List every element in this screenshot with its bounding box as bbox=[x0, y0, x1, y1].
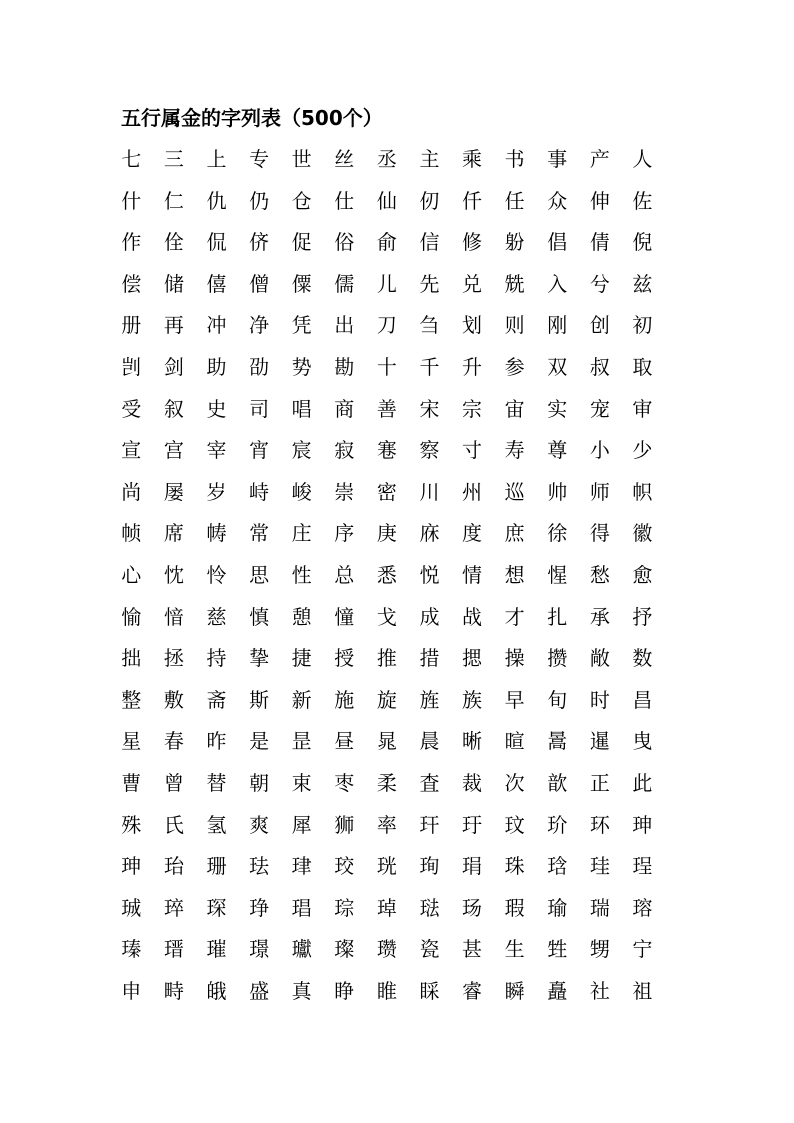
character-cell: 犀 bbox=[291, 812, 312, 837]
character-cell: 寿 bbox=[504, 438, 525, 463]
character-cell: 珪 bbox=[589, 854, 610, 879]
character-cell: 柔 bbox=[376, 770, 397, 795]
character-cell: 承 bbox=[589, 604, 610, 629]
character-cell: 瑧 bbox=[121, 937, 142, 962]
character-cell: 曾 bbox=[163, 770, 184, 795]
character-cell: 三 bbox=[163, 147, 184, 171]
character-cell: 倡 bbox=[547, 230, 568, 255]
character-row bbox=[110, 181, 670, 223]
character-cell: 宫 bbox=[163, 438, 184, 463]
character-cell: 得 bbox=[589, 521, 610, 546]
character-cell: 任 bbox=[504, 188, 525, 213]
character-cell: 初 bbox=[632, 313, 653, 338]
character-cell: 悦 bbox=[419, 562, 440, 587]
character-cell: 仇 bbox=[206, 188, 227, 213]
character-row bbox=[110, 264, 670, 306]
character-cell: 珆 bbox=[163, 854, 184, 879]
character-cell: 情 bbox=[462, 562, 483, 587]
character-cell: 作 bbox=[121, 230, 142, 255]
character-row bbox=[110, 389, 670, 431]
character-cell: 峙 bbox=[249, 479, 270, 504]
character-cell: 尊 bbox=[547, 438, 568, 463]
character-cell: 珐 bbox=[249, 854, 270, 879]
character-cell: 心 bbox=[121, 562, 142, 587]
character-row bbox=[110, 929, 670, 971]
character-cell: 晨 bbox=[419, 729, 440, 754]
character-cell: 珓 bbox=[334, 854, 355, 879]
character-cell: 受 bbox=[121, 396, 142, 421]
character-cell: 尚 bbox=[121, 479, 142, 504]
character-cell: 玠 bbox=[547, 812, 568, 837]
character-cell: 瑜 bbox=[547, 895, 568, 920]
character-cell: 次 bbox=[504, 770, 525, 795]
character-cell: 昼 bbox=[334, 729, 355, 754]
character-cell: 专 bbox=[249, 147, 270, 171]
character-cell: 劭 bbox=[249, 354, 270, 379]
character-cell: 替 bbox=[206, 770, 227, 795]
character-cell: 儒 bbox=[334, 271, 355, 296]
character-cell: 僖 bbox=[206, 271, 227, 296]
character-cell: 束 bbox=[291, 770, 312, 795]
character-cell: 环 bbox=[589, 812, 610, 837]
character-cell: 珹 bbox=[121, 895, 142, 920]
character-cell: 剑 bbox=[163, 354, 184, 379]
character-cell: 敞 bbox=[589, 646, 610, 671]
character-cell: 修 bbox=[462, 230, 483, 255]
character-cell: 叔 bbox=[589, 354, 610, 379]
character-row bbox=[110, 763, 670, 805]
character-cell: 兮 bbox=[589, 271, 610, 296]
character-cell: 申 bbox=[121, 978, 142, 1003]
character-cell: 十 bbox=[376, 354, 397, 379]
character-cell: 出 bbox=[334, 313, 355, 338]
character-cell: 戈 bbox=[376, 604, 397, 629]
character-cell: 宰 bbox=[206, 438, 227, 463]
character-cell: 玕 bbox=[419, 812, 440, 837]
character-cell: 什 bbox=[121, 188, 142, 213]
character-cell: 俗 bbox=[334, 230, 355, 255]
character-cell: 盛 bbox=[249, 978, 270, 1003]
character-cell: 仓 bbox=[291, 188, 312, 213]
character-cell: 持 bbox=[206, 646, 227, 671]
character-cell: 歆 bbox=[547, 770, 568, 795]
character-cell: 慈 bbox=[206, 604, 227, 629]
character-cell: 枣 bbox=[334, 770, 355, 795]
character-cell: 推 bbox=[376, 646, 397, 671]
character-cell: 帅 bbox=[547, 479, 568, 504]
character-cell: 寂 bbox=[334, 438, 355, 463]
character-cell: 昌 bbox=[632, 687, 653, 712]
character-cell: 瑢 bbox=[632, 895, 653, 920]
character-row bbox=[110, 472, 670, 514]
character-cell: 常 bbox=[249, 521, 270, 546]
character-cell: 入 bbox=[547, 271, 568, 296]
character-cell: 珊 bbox=[206, 854, 227, 879]
character-cell: 瓛 bbox=[291, 937, 312, 962]
character-cell: 叙 bbox=[163, 396, 184, 421]
character-cell: 净 bbox=[249, 313, 270, 338]
character-cell: 琸 bbox=[376, 895, 397, 920]
character-cell: 丝 bbox=[334, 147, 355, 171]
character-row bbox=[110, 513, 670, 555]
character-cell: 寸 bbox=[462, 438, 483, 463]
character-cell: 挚 bbox=[249, 646, 270, 671]
character-cell: 序 bbox=[334, 521, 355, 546]
character-cell: 星 bbox=[121, 729, 142, 754]
character-cell: 宵 bbox=[249, 438, 270, 463]
character-cell: 众 bbox=[547, 188, 568, 213]
character-cell: 乘 bbox=[462, 147, 483, 171]
character-cell: 族 bbox=[462, 687, 483, 712]
character-cell: 书 bbox=[504, 147, 525, 171]
character-cell: 事 bbox=[547, 147, 568, 171]
character-cell: 朝 bbox=[249, 770, 270, 795]
character-cell: 琤 bbox=[249, 895, 270, 920]
character-cell: 玚 bbox=[462, 895, 483, 920]
character-cell: 璟 bbox=[249, 937, 270, 962]
character-cell: 畤 bbox=[163, 978, 184, 1003]
character-cell: 授 bbox=[334, 646, 355, 671]
character-cell: 斯 bbox=[249, 687, 270, 712]
character-cell: 倪 bbox=[632, 230, 653, 255]
character-cell: 宙 bbox=[504, 396, 525, 421]
character-cell: 斋 bbox=[206, 687, 227, 712]
character-cell: 愁 bbox=[589, 562, 610, 587]
character-cell: 殊 bbox=[121, 812, 142, 837]
character-cell: 琛 bbox=[206, 895, 227, 920]
character-cell: 储 bbox=[163, 271, 184, 296]
character-cell: 审 bbox=[632, 396, 653, 421]
character-cell: 勘 bbox=[334, 354, 355, 379]
character-cell: 珵 bbox=[632, 854, 653, 879]
character-cell: 主 bbox=[419, 147, 440, 171]
character-cell: 拙 bbox=[121, 646, 142, 671]
character-cell: 整 bbox=[121, 687, 142, 712]
character-cell: 偿 bbox=[121, 271, 142, 296]
character-row bbox=[110, 347, 670, 389]
character-cell: 率 bbox=[376, 812, 397, 837]
character-cell: 仍 bbox=[249, 188, 270, 213]
character-cell: 新 bbox=[291, 687, 312, 712]
character-row bbox=[110, 430, 670, 472]
character-cell: 史 bbox=[206, 396, 227, 421]
character-cell: 祖 bbox=[632, 978, 653, 1003]
character-cell: 愉 bbox=[121, 604, 142, 629]
character-cell: 氏 bbox=[163, 812, 184, 837]
character-cell: 倩 bbox=[589, 230, 610, 255]
character-cell: 佐 bbox=[632, 188, 653, 213]
character-cell: 兹 bbox=[632, 271, 653, 296]
character-cell: 州 bbox=[462, 479, 483, 504]
character-row bbox=[110, 721, 670, 763]
character-cell: 屡 bbox=[163, 479, 184, 504]
character-cell: 助 bbox=[206, 354, 227, 379]
character-cell: 刍 bbox=[419, 313, 440, 338]
character-cell: 珖 bbox=[376, 854, 397, 879]
character-cell: 兑 bbox=[462, 271, 483, 296]
character-cell: 宣 bbox=[121, 438, 142, 463]
character-cell: 愔 bbox=[163, 604, 184, 629]
character-cell: 善 bbox=[376, 396, 397, 421]
character-cell: 珠 bbox=[504, 854, 525, 879]
character-cell: 甚 bbox=[462, 937, 483, 962]
character-cell: 曳 bbox=[632, 729, 653, 754]
character-cell: 揌 bbox=[462, 646, 483, 671]
character-row bbox=[110, 888, 670, 930]
character-cell: 珒 bbox=[291, 854, 312, 879]
character-cell: 俞 bbox=[376, 230, 397, 255]
character-cell: 昨 bbox=[206, 729, 227, 754]
character-cell: 仕 bbox=[334, 188, 355, 213]
character-cell: 裁 bbox=[462, 770, 483, 795]
character-cell: 凭 bbox=[291, 313, 312, 338]
character-cell: 拯 bbox=[163, 646, 184, 671]
character-row bbox=[110, 638, 670, 680]
character-cell: 促 bbox=[291, 230, 312, 255]
character-cell: 真 bbox=[291, 978, 312, 1003]
character-cell: 珣 bbox=[419, 854, 440, 879]
character-cell: 宁 bbox=[632, 937, 653, 962]
character-cell: 划 bbox=[462, 313, 483, 338]
character-cell: 世 bbox=[291, 147, 312, 171]
character-cell: 徽 bbox=[632, 521, 653, 546]
character-cell: 琗 bbox=[163, 895, 184, 920]
character-cell: 琄 bbox=[462, 854, 483, 879]
character-cell: 琺 bbox=[419, 895, 440, 920]
character-cell: 仙 bbox=[376, 188, 397, 213]
character-cell: 宸 bbox=[291, 438, 312, 463]
character-cell: 刀 bbox=[376, 313, 397, 338]
character-cell: 愈 bbox=[632, 562, 653, 587]
character-cell: 悉 bbox=[376, 562, 397, 587]
character-cell: 升 bbox=[462, 354, 483, 379]
character-cell: 是 bbox=[249, 729, 270, 754]
character-cell: 宗 bbox=[462, 396, 483, 421]
character-cell: 庥 bbox=[419, 521, 440, 546]
character-cell: 璀 bbox=[206, 937, 227, 962]
character-cell: 憧 bbox=[334, 604, 355, 629]
character-cell: 捷 bbox=[291, 646, 312, 671]
character-cell: 剀 bbox=[121, 354, 142, 379]
character-cell: 宋 bbox=[419, 396, 440, 421]
character-cell: 琀 bbox=[547, 854, 568, 879]
character-cell: 实 bbox=[547, 396, 568, 421]
character-cell: 曹 bbox=[121, 770, 142, 795]
character-cell: 珅 bbox=[632, 812, 653, 837]
character-cell: 慎 bbox=[249, 604, 270, 629]
character-cell: 川 bbox=[419, 479, 440, 504]
character-cell: 先 bbox=[419, 271, 440, 296]
character-cell: 册 bbox=[121, 313, 142, 338]
character-cell: 人 bbox=[632, 147, 653, 171]
character-cell: 侃 bbox=[206, 230, 227, 255]
character-cell: 措 bbox=[419, 646, 440, 671]
character-cell: 唱 bbox=[291, 396, 312, 421]
character-cell: 仞 bbox=[419, 188, 440, 213]
character-cell: 庄 bbox=[291, 521, 312, 546]
character-cell: 正 bbox=[589, 770, 610, 795]
character-cell: 商 bbox=[334, 396, 355, 421]
character-cell: 琩 bbox=[291, 895, 312, 920]
character-cell: 取 bbox=[632, 354, 653, 379]
character-cell: 施 bbox=[334, 687, 355, 712]
character-cell: 旌 bbox=[419, 687, 440, 712]
character-row bbox=[110, 139, 670, 181]
character-cell: 创 bbox=[589, 313, 610, 338]
character-cell: 瑞 bbox=[589, 895, 610, 920]
character-cell: 皒 bbox=[206, 978, 227, 1003]
character-cell: 瞬 bbox=[504, 978, 525, 1003]
character-cell: 势 bbox=[291, 354, 312, 379]
character-cell: 冲 bbox=[206, 313, 227, 338]
character-grid bbox=[110, 139, 670, 1012]
character-cell: 刚 bbox=[547, 313, 568, 338]
character-cell: 査 bbox=[419, 770, 440, 795]
document-title: 五行属金的字列表（500个） bbox=[121, 106, 383, 130]
character-cell: 睬 bbox=[419, 978, 440, 1003]
character-row bbox=[110, 680, 670, 722]
character-cell: 憩 bbox=[291, 604, 312, 629]
character-cell: 上 bbox=[206, 147, 227, 171]
character-cell: 珅 bbox=[121, 854, 142, 879]
character-cell: 度 bbox=[462, 521, 483, 546]
character-cell: 帱 bbox=[206, 521, 227, 546]
character-cell: 瓒 bbox=[376, 937, 397, 962]
character-cell: 小 bbox=[589, 438, 610, 463]
character-cell: 躮 bbox=[504, 230, 525, 255]
character-row bbox=[110, 597, 670, 639]
character-cell: 暹 bbox=[589, 729, 610, 754]
character-cell: 千 bbox=[419, 354, 440, 379]
character-cell: 寋 bbox=[376, 438, 397, 463]
character-cell: 旋 bbox=[376, 687, 397, 712]
character-cell: 少 bbox=[632, 438, 653, 463]
character-cell: 早 bbox=[504, 687, 525, 712]
character-cell: 想 bbox=[504, 562, 525, 587]
character-cell: 玟 bbox=[504, 812, 525, 837]
character-cell: 仟 bbox=[462, 188, 483, 213]
character-cell: 玗 bbox=[462, 812, 483, 837]
character-cell: 战 bbox=[462, 604, 483, 629]
character-row bbox=[110, 305, 670, 347]
character-cell: 此 bbox=[632, 770, 653, 795]
character-row bbox=[110, 555, 670, 597]
character-cell: 仁 bbox=[163, 188, 184, 213]
character-cell: 师 bbox=[589, 479, 610, 504]
character-cell: 巡 bbox=[504, 479, 525, 504]
character-cell: 庚 bbox=[376, 521, 397, 546]
character-cell: 峻 bbox=[291, 479, 312, 504]
character-cell: 僳 bbox=[291, 271, 312, 296]
character-cell: 数 bbox=[632, 646, 653, 671]
character-cell: 儿 bbox=[376, 271, 397, 296]
character-cell: 矗 bbox=[547, 978, 568, 1003]
character-cell: 伸 bbox=[589, 188, 610, 213]
character-cell: 社 bbox=[589, 978, 610, 1003]
character-cell: 参 bbox=[504, 354, 525, 379]
character-cell: 七 bbox=[121, 147, 142, 171]
character-cell: 扎 bbox=[547, 604, 568, 629]
character-row bbox=[110, 805, 670, 847]
character-cell: 旬 bbox=[547, 687, 568, 712]
character-cell: 春 bbox=[163, 729, 184, 754]
character-cell: 帜 bbox=[632, 479, 653, 504]
character-cell: 甡 bbox=[547, 937, 568, 962]
character-cell: 兟 bbox=[504, 271, 525, 296]
character-cell: 性 bbox=[291, 562, 312, 587]
character-cell: 甥 bbox=[589, 937, 610, 962]
character-cell: 攒 bbox=[547, 646, 568, 671]
character-cell: 敷 bbox=[163, 687, 184, 712]
character-row bbox=[110, 222, 670, 264]
character-cell: 僧 bbox=[249, 271, 270, 296]
character-cell: 丞 bbox=[376, 147, 397, 171]
character-cell: 睁 bbox=[334, 978, 355, 1003]
character-cell: 信 bbox=[419, 230, 440, 255]
character-cell: 生 bbox=[504, 937, 525, 962]
character-cell: 岁 bbox=[206, 479, 227, 504]
character-cell: 思 bbox=[249, 562, 270, 587]
character-cell: 惺 bbox=[547, 562, 568, 587]
character-cell: 暄 bbox=[504, 729, 525, 754]
character-cell: 才 bbox=[504, 604, 525, 629]
character-cell: 暠 bbox=[547, 729, 568, 754]
character-cell: 侪 bbox=[249, 230, 270, 255]
character-cell: 帧 bbox=[121, 521, 142, 546]
character-cell: 再 bbox=[163, 313, 184, 338]
character-cell: 徐 bbox=[547, 521, 568, 546]
character-cell: 佺 bbox=[163, 230, 184, 255]
character-cell: 晰 bbox=[462, 729, 483, 754]
character-cell: 睢 bbox=[376, 978, 397, 1003]
character-cell: 氢 bbox=[206, 812, 227, 837]
character-cell: 庶 bbox=[504, 521, 525, 546]
character-cell: 成 bbox=[419, 604, 440, 629]
character-cell: 时 bbox=[589, 687, 610, 712]
character-cell: 密 bbox=[376, 479, 397, 504]
character-cell: 瑕 bbox=[504, 895, 525, 920]
character-cell: 狮 bbox=[334, 812, 355, 837]
character-cell: 昰 bbox=[291, 729, 312, 754]
character-cell: 崇 bbox=[334, 479, 355, 504]
character-cell: 宠 bbox=[589, 396, 610, 421]
character-cell: 璨 bbox=[334, 937, 355, 962]
character-cell: 产 bbox=[589, 147, 610, 171]
character-cell: 总 bbox=[334, 562, 355, 587]
character-cell: 睿 bbox=[462, 978, 483, 1003]
character-cell: 怜 bbox=[206, 562, 227, 587]
character-cell: 琮 bbox=[334, 895, 355, 920]
character-cell: 席 bbox=[163, 521, 184, 546]
character-row bbox=[110, 971, 670, 1013]
character-cell: 察 bbox=[419, 438, 440, 463]
character-cell: 晁 bbox=[376, 729, 397, 754]
character-cell: 则 bbox=[504, 313, 525, 338]
character-cell: 操 bbox=[504, 646, 525, 671]
character-cell: 双 bbox=[547, 354, 568, 379]
character-cell: 司 bbox=[249, 396, 270, 421]
character-row bbox=[110, 846, 670, 888]
character-cell: 瓷 bbox=[419, 937, 440, 962]
character-cell: 忱 bbox=[163, 562, 184, 587]
character-cell: 瑨 bbox=[163, 937, 184, 962]
character-cell: 爽 bbox=[249, 812, 270, 837]
character-cell: 抒 bbox=[632, 604, 653, 629]
